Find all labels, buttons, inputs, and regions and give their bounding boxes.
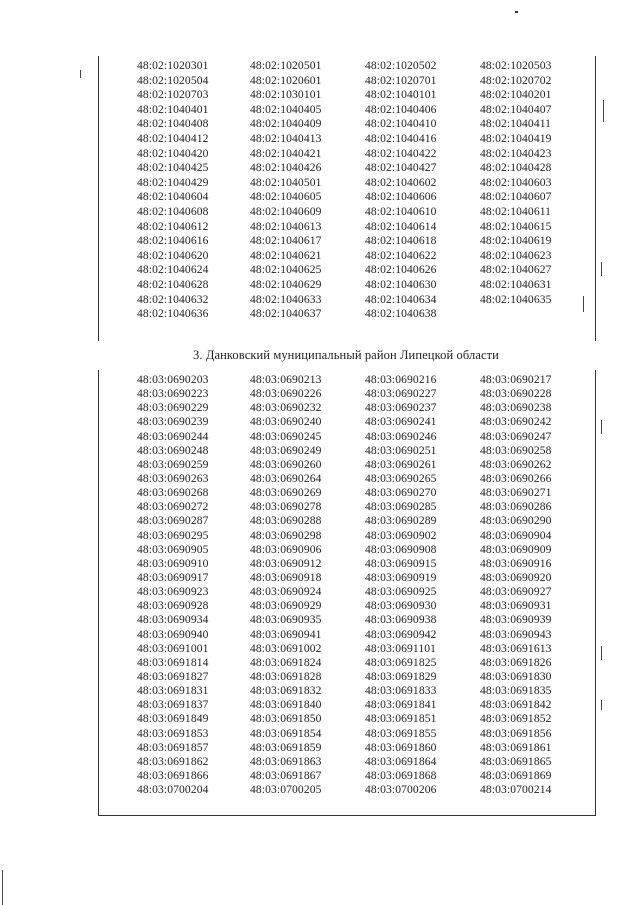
table-cell: 48:03:0691613 — [480, 641, 552, 655]
table-cell: 48:02:1040624 — [137, 263, 209, 277]
table-cell: 48:02:1040423 — [480, 146, 552, 160]
table-cell: 48:03:0691859 — [250, 740, 322, 754]
table-cell: 48:03:0690942 — [365, 627, 437, 641]
table-cell: 48:02:1040411 — [480, 117, 552, 131]
table-cell: 48:03:0690268 — [137, 486, 209, 500]
table-cell: 48:02:1020504 — [137, 73, 209, 87]
table-cell: 48:02:1040636 — [137, 307, 209, 321]
table-cell: 48:02:1040425 — [137, 161, 209, 175]
table-cell: 48:03:0690213 — [250, 373, 322, 386]
table-cell: 48:03:0690261 — [365, 457, 437, 471]
table-cell: 48:03:0691854 — [250, 726, 322, 740]
cadastral-table-section-2 — [98, 56, 596, 341]
table-cell: 48:02:1040635 — [480, 292, 552, 306]
table-cell: 48:02:1040605 — [250, 190, 322, 204]
table-cell: 48:03:0691831 — [137, 684, 209, 698]
table-cell: 48:03:0690226 — [250, 387, 322, 401]
table-body — [99, 373, 633, 797]
scan-mark — [2, 870, 3, 905]
table-cell: 48:03:0691826 — [480, 655, 552, 669]
table-cell: 48:03:0700214 — [480, 783, 552, 797]
table-cell: 48:02:1040610 — [365, 204, 437, 218]
table-cell: 48:02:1040611 — [480, 204, 552, 218]
scan-mark — [80, 70, 81, 78]
table-cell: 48:03:0690935 — [250, 613, 322, 627]
table-cell: 48:02:1020601 — [250, 73, 322, 87]
table-cell: 48:02:1040637 — [250, 307, 322, 321]
table-cell: 48:02:1040633 — [250, 292, 322, 306]
table-cell: 48:03:0690902 — [365, 528, 437, 542]
table-cell: 48:02:1020301 — [137, 59, 209, 72]
table-cell: 48:03:0690298 — [250, 528, 322, 542]
table-cell: 48:03:0690239 — [137, 415, 209, 429]
table-cell: 48:03:0691829 — [365, 669, 437, 683]
table-cell: 48:03:0691833 — [365, 684, 437, 698]
table-cell: 48:03:0691837 — [137, 698, 209, 712]
table-cell: 48:03:0690295 — [137, 528, 209, 542]
table-cell: 48:02:1040629 — [250, 277, 322, 291]
table-cell: 48:03:0690287 — [137, 514, 209, 528]
table-cell: 48:02:1040628 — [137, 277, 209, 291]
table-cell: 48:02:1040625 — [250, 263, 322, 277]
table-cell: 48:03:0691828 — [250, 669, 322, 683]
table-cell: 48:03:0690272 — [137, 500, 209, 514]
table-cell: 48:03:0691850 — [250, 712, 322, 726]
table-cell: 48:03:0690229 — [137, 401, 209, 415]
table-cell: 48:02:1040416 — [365, 131, 437, 145]
table-cell: 48:02:1040627 — [480, 263, 552, 277]
table-cell: 48:03:0700204 — [137, 783, 209, 797]
scan-mark — [601, 646, 602, 660]
table-cell: 48:03:0690265 — [365, 471, 437, 485]
table-cell: 48:02:1040406 — [365, 102, 437, 116]
table-cell: 48:03:0690938 — [365, 613, 437, 627]
table-cell: 48:02:1040426 — [250, 161, 322, 175]
table-cell: 48:03:0691852 — [480, 712, 552, 726]
table-cell: 48:02:1040101 — [365, 88, 437, 102]
table-cell: 48:03:0690228 — [480, 387, 552, 401]
table-cell: 48:02:1020502 — [365, 59, 437, 72]
table-cell: 48:02:1040429 — [137, 175, 209, 189]
table-body — [99, 59, 633, 322]
table-cell: 48:03:0691853 — [137, 726, 209, 740]
table-cell: 48:02:1040608 — [137, 204, 209, 218]
table-cell: 48:03:0690203 — [137, 373, 209, 386]
table-cell: 48:03:0690223 — [137, 387, 209, 401]
table-cell: 48:02:1040616 — [137, 234, 209, 248]
table-cell: 48:02:1040626 — [365, 263, 437, 277]
table-cell: 48:02:1030101 — [250, 88, 322, 102]
table-cell: 48:03:0690920 — [480, 570, 552, 584]
table-cell: 48:02:1040607 — [480, 190, 552, 204]
table-cell: 48:02:1040621 — [250, 248, 322, 262]
table-cell: 48:03:0691825 — [365, 655, 437, 669]
table-cell: 48:03:0690927 — [480, 585, 552, 599]
table-cell: 48:02:1040401 — [137, 102, 209, 116]
table-cell: 48:03:0691824 — [250, 655, 322, 669]
section-heading: 3. Данковский муниципальный район Липецкой области — [193, 348, 499, 362]
table-cell: 48:03:0690262 — [480, 457, 552, 471]
table-cell: 48:03:0691856 — [480, 726, 552, 740]
table-cell: 48:02:1040609 — [250, 204, 322, 218]
table-cell: 48:03:0690908 — [365, 542, 437, 556]
table-cell: 48:03:0690232 — [250, 401, 322, 415]
table-cell: 48:03:0690915 — [365, 556, 437, 570]
scan-mark — [601, 420, 602, 434]
table-cell: 48:03:0690263 — [137, 471, 209, 485]
table-cell: 48:02:1020503 — [480, 59, 552, 72]
table-cell: 48:02:1040638 — [365, 307, 437, 321]
table-cell: 48:03:0691864 — [365, 754, 437, 768]
table-cell: 48:02:1040407 — [480, 102, 552, 116]
table-cell: 48:03:0691841 — [365, 698, 437, 712]
table-cell: 48:03:0690259 — [137, 457, 209, 471]
table-cell: 48:02:1040603 — [480, 175, 552, 189]
table-cell: 48:03:0691865 — [480, 754, 552, 768]
table-cell: 48:03:0691857 — [137, 740, 209, 754]
scan-speck — [515, 11, 518, 13]
table-cell: 48:02:1040617 — [250, 234, 322, 248]
table-cell: 48:03:0690943 — [480, 627, 552, 641]
table-cell: 48:02:1040409 — [250, 117, 322, 131]
table-cell: 48:02:1040632 — [137, 292, 209, 306]
table-cell: 48:02:1040604 — [137, 190, 209, 204]
table-cell: 48:03:0700205 — [250, 783, 322, 797]
table-cell: 48:03:0691861 — [480, 740, 552, 754]
table-cell: 48:02:1040420 — [137, 146, 209, 160]
table-cell: 48:03:0690246 — [365, 429, 437, 443]
table-cell: 48:03:0691860 — [365, 740, 437, 754]
table-cell: 48:02:1040419 — [480, 131, 552, 145]
table-cell: 48:03:0690912 — [250, 556, 322, 570]
table-cell: 48:03:0691835 — [480, 684, 552, 698]
table-cell: 48:03:0690928 — [137, 599, 209, 613]
table-cell: 48:03:0691101 — [365, 641, 437, 655]
table-cell: 48:03:0690925 — [365, 585, 437, 599]
table-cell: 48:02:1040630 — [365, 277, 437, 291]
table-cell: 48:03:0690931 — [480, 599, 552, 613]
table-cell: 48:03:0691868 — [365, 768, 437, 782]
table-cell: 48:03:0690906 — [250, 542, 322, 556]
table-cell: 48:03:0690264 — [250, 471, 322, 485]
scan-mark — [601, 262, 602, 276]
table-cell: 48:02:1040620 — [137, 248, 209, 262]
table-cell: 48:03:0690904 — [480, 528, 552, 542]
table-cell: 48:03:0690242 — [480, 415, 552, 429]
table-cell: 48:02:1040422 — [365, 146, 437, 160]
table-cell: 48:03:0690288 — [250, 514, 322, 528]
table-cell: 48:03:0690905 — [137, 542, 209, 556]
table-cell: 48:03:0691849 — [137, 712, 209, 726]
table-cell: 48:02:1040201 — [480, 88, 552, 102]
table-cell: 48:03:0690919 — [365, 570, 437, 584]
table-cell: 48:03:0690248 — [137, 443, 209, 457]
table-cell: 48:03:0690916 — [480, 556, 552, 570]
scan-mark — [601, 700, 602, 710]
table-cell: 48:03:0691840 — [250, 698, 322, 712]
table-cell: 48:03:0690930 — [365, 599, 437, 613]
table-cell: 48:02:1040427 — [365, 161, 437, 175]
table-cell: 48:02:1040412 — [137, 131, 209, 145]
table-cell: 48:03:0691842 — [480, 698, 552, 712]
table-cell: 48:03:0690216 — [365, 373, 437, 386]
table-cell: 48:03:0690251 — [365, 443, 437, 457]
table-cell: 48:03:0690285 — [365, 500, 437, 514]
table-cell: 48:03:0690271 — [480, 486, 552, 500]
table-cell: 48:03:0691855 — [365, 726, 437, 740]
table-cell: 48:03:0690227 — [365, 387, 437, 401]
table-cell: 48:03:0690917 — [137, 570, 209, 584]
table-cell: 48:03:0690910 — [137, 556, 209, 570]
table-cell: 48:03:0691869 — [480, 768, 552, 782]
table-cell: 48:02:1040634 — [365, 292, 437, 306]
table-cell: 48:03:0691002 — [250, 641, 322, 655]
table-cell: 48:02:1040622 — [365, 248, 437, 262]
table-cell: 48:03:0690258 — [480, 443, 552, 457]
table-cell: 48:03:0690289 — [365, 514, 437, 528]
table-cell: 48:03:0691814 — [137, 655, 209, 669]
table-cell: 48:02:1040410 — [365, 117, 437, 131]
table-cell: 48:03:0690244 — [137, 429, 209, 443]
table-cell: 48:02:1040614 — [365, 219, 437, 233]
scan-mark — [583, 296, 584, 312]
table-cell: 48:03:0690286 — [480, 500, 552, 514]
table-cell: 48:02:1040631 — [480, 277, 552, 291]
table-cell: 48:02:1020701 — [365, 73, 437, 87]
table-cell: 48:03:0690245 — [250, 429, 322, 443]
table-cell: 48:03:0691863 — [250, 754, 322, 768]
table-cell: 48:03:0690260 — [250, 457, 322, 471]
table-cell: 48:02:1040413 — [250, 131, 322, 145]
table-cell: 48:03:0690269 — [250, 486, 322, 500]
scan-mark — [603, 100, 604, 122]
table-cell: 48:03:0690909 — [480, 542, 552, 556]
table-cell: 48:02:1040428 — [480, 161, 552, 175]
table-cell: 48:03:0690238 — [480, 401, 552, 415]
table-cell — [480, 307, 595, 322]
table-cell: 48:03:0690918 — [250, 570, 322, 584]
table-cell: 48:03:0690247 — [480, 429, 552, 443]
table-cell: 48:02:1040501 — [250, 175, 322, 189]
table-cell: 48:03:0691832 — [250, 684, 322, 698]
table-cell: 48:02:1020702 — [480, 73, 552, 87]
table-cell: 48:02:1040602 — [365, 175, 437, 189]
table-cell: 48:03:0691851 — [365, 712, 437, 726]
table-cell: 48:03:0690241 — [365, 415, 437, 429]
table-cell: 48:03:0690939 — [480, 613, 552, 627]
table-cell: 48:02:1020501 — [250, 59, 322, 72]
table-cell: 48:02:1040606 — [365, 190, 437, 204]
table-cell: 48:03:0690941 — [250, 627, 322, 641]
table-cell: 48:03:0690217 — [480, 373, 552, 386]
table-cell: 48:03:0690278 — [250, 500, 322, 514]
table-cell: 48:02:1020703 — [137, 88, 209, 102]
table-cell: 48:03:0690290 — [480, 514, 552, 528]
table-cell: 48:02:1040619 — [480, 234, 552, 248]
cadastral-table-section-3 — [98, 370, 596, 816]
table-cell: 48:03:0690923 — [137, 585, 209, 599]
table-cell: 48:03:0691862 — [137, 754, 209, 768]
table-cell: 48:03:0691827 — [137, 669, 209, 683]
table-cell: 48:03:0690249 — [250, 443, 322, 457]
table-cell: 48:03:0690237 — [365, 401, 437, 415]
table-cell: 48:03:0690940 — [137, 627, 209, 641]
table-cell: 48:03:0691867 — [250, 768, 322, 782]
table-cell: 48:03:0690934 — [137, 613, 209, 627]
table-cell: 48:03:0691866 — [137, 768, 209, 782]
table-cell: 48:02:1040615 — [480, 219, 552, 233]
table-cell: 48:02:1040408 — [137, 117, 209, 131]
table-cell: 48:03:0690929 — [250, 599, 322, 613]
table-cell: 48:03:0690924 — [250, 585, 322, 599]
table-cell: 48:03:0690240 — [250, 415, 322, 429]
table-cell: 48:03:0700206 — [365, 783, 437, 797]
table-cell: 48:03:0691830 — [480, 669, 552, 683]
table-cell: 48:03:0690270 — [365, 486, 437, 500]
table-cell: 48:02:1040421 — [250, 146, 322, 160]
table-cell: 48:02:1040612 — [137, 219, 209, 233]
table-cell: 48:02:1040618 — [365, 234, 437, 248]
table-cell: 48:03:0691001 — [137, 641, 209, 655]
table-cell: 48:03:0690266 — [480, 471, 552, 485]
table-cell: 48:02:1040613 — [250, 219, 322, 233]
table-cell: 48:02:1040405 — [250, 102, 322, 116]
table-cell: 48:02:1040623 — [480, 248, 552, 262]
